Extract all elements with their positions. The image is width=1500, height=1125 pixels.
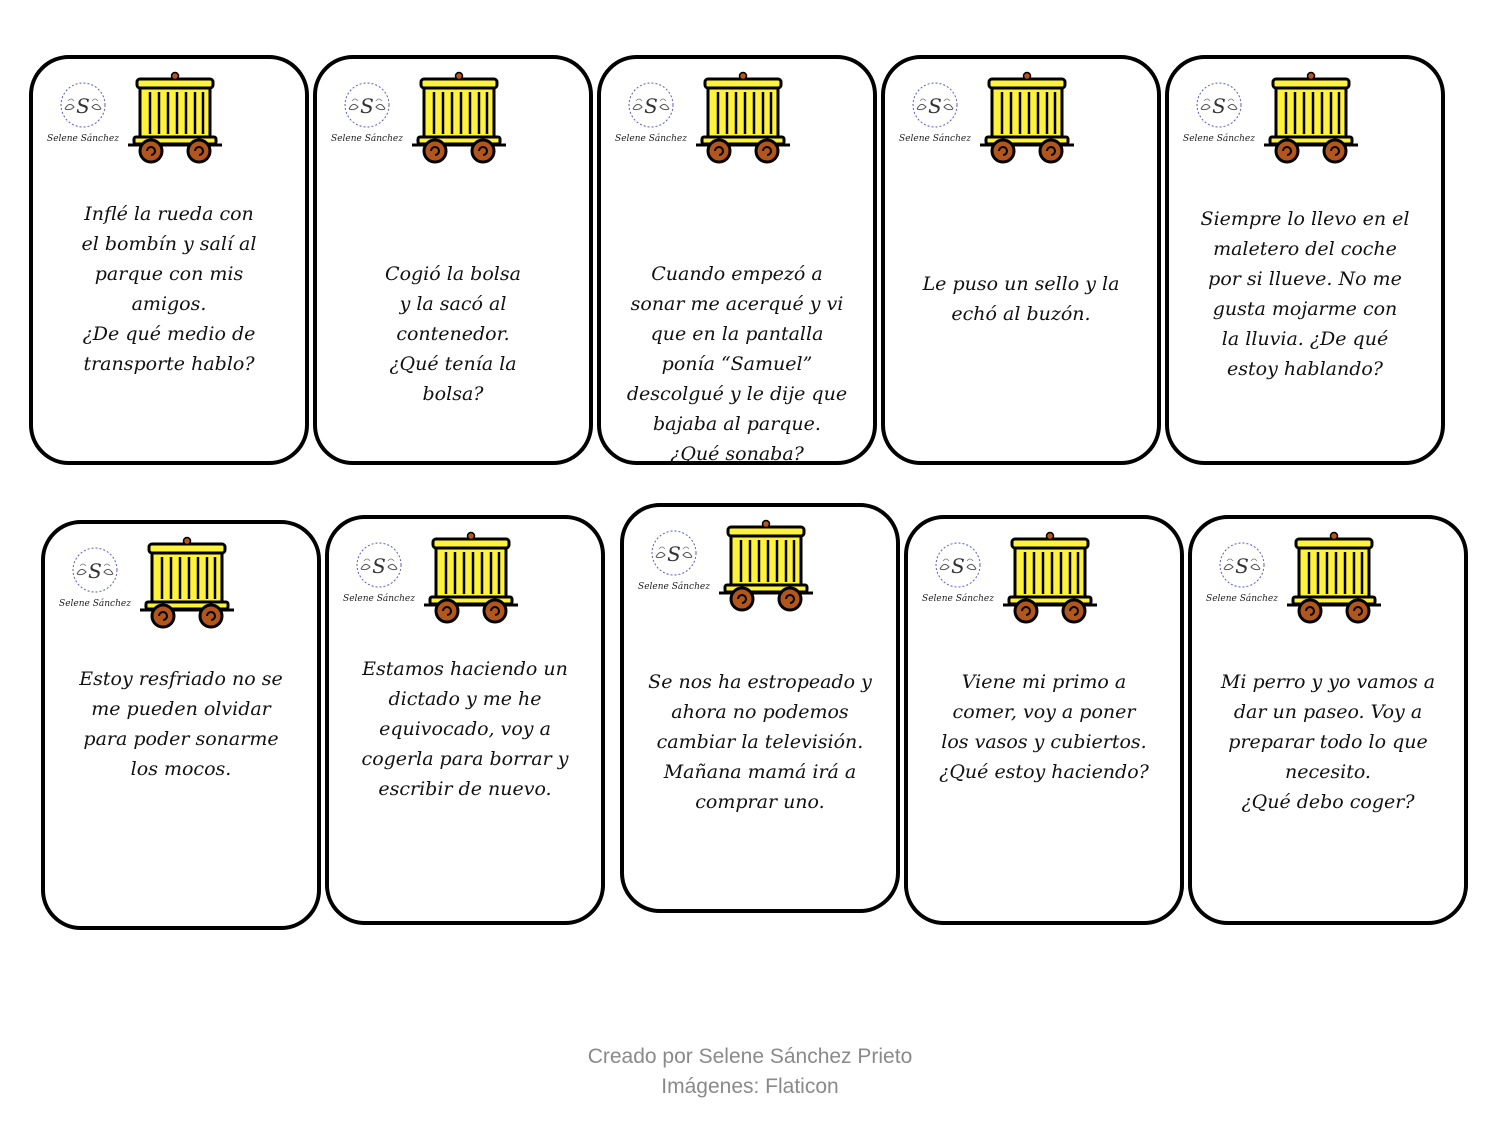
- footer-credits: [0, 1042, 1500, 1102]
- svg-text:Selene Sánchez: Selene Sánchez: [899, 134, 971, 144]
- riddle-card-6: [41, 520, 321, 930]
- riddle-text: Inflé la rueda con el bombín y salí al parque con mis amigos. ¿De qué medio de transporte hablo?: [81, 203, 257, 375]
- yellow-train-wagon-icon: [127, 71, 223, 167]
- riddle-text: Estoy resfriado no se me pueden olvidar para poder sonarme los mocos.: [79, 668, 283, 780]
- svg-text:Selene Sánchez: Selene Sánchez: [1183, 134, 1255, 144]
- yellow-train-wagon-icon: [423, 531, 519, 627]
- svg-text:S: S: [76, 94, 90, 118]
- svg-text:Selene Sánchez: Selene Sánchez: [922, 594, 994, 604]
- footer-credit: Creado por Selene Sánchez Prieto: [587, 1045, 913, 1068]
- selene-sanchez-logo-icon: [59, 546, 131, 616]
- svg-text:S: S: [360, 94, 374, 118]
- svg-text:Selene Sánchez: Selene Sánchez: [343, 594, 415, 604]
- yellow-train-wagon-icon: [1263, 71, 1359, 167]
- svg-text:Selene Sánchez: Selene Sánchez: [638, 582, 710, 592]
- riddle-card-2: [313, 55, 593, 465]
- yellow-train-wagon-icon: [1002, 531, 1098, 627]
- svg-text:S: S: [951, 554, 965, 578]
- selene-sanchez-logo-icon: [47, 81, 119, 151]
- selene-sanchez-logo-icon: [922, 541, 994, 611]
- yellow-train-wagon-icon: [1286, 531, 1382, 627]
- svg-text:S: S: [372, 554, 386, 578]
- svg-text:Selene Sánchez: Selene Sánchez: [59, 599, 131, 609]
- yellow-train-wagon-icon: [979, 71, 1075, 167]
- yellow-train-wagon-icon: [139, 536, 235, 632]
- svg-text:S: S: [667, 542, 681, 566]
- riddle-text: Mi perro y yo vamos a dar un paseo. Voy a preparar todo lo que necesito. ¿Qué debo coger?: [1220, 671, 1436, 813]
- riddle-text: Cogió la bolsa y la sacó al contenedor. ¿Qué tenía la bolsa?: [385, 263, 521, 405]
- svg-text:Selene Sánchez: Selene Sánchez: [615, 134, 687, 144]
- riddle-card-10: [1188, 515, 1468, 925]
- riddle-card-5: [1165, 55, 1445, 465]
- riddle-text: Cuando empezó a sonar me acerqué y vi que en la pantalla ponía “Samuel” descolgué y le dije que bajaba al parque. ¿Qué sonaba?: [626, 263, 848, 465]
- svg-text:S: S: [1212, 94, 1226, 118]
- footer-images: Imágenes: Flaticon: [661, 1075, 839, 1098]
- yellow-train-wagon-icon: [718, 519, 814, 615]
- selene-sanchez-logo-icon: [331, 81, 403, 151]
- selene-sanchez-logo-icon: [615, 81, 687, 151]
- riddle-text: Siempre lo llevo en el maletero del coche por si llueve. No me gusta mojarme con la lluvia. ¿De qué estoy hablando?: [1200, 208, 1410, 380]
- svg-text:S: S: [928, 94, 942, 118]
- svg-text:S: S: [644, 94, 658, 118]
- riddle-text: Viene mi primo a comer, voy a poner los vasos y cubiertos. ¿Qué estoy haciendo?: [939, 671, 1149, 783]
- selene-sanchez-logo-icon: [1206, 541, 1278, 611]
- riddle-card-1: [29, 55, 309, 465]
- selene-sanchez-logo-icon: [899, 81, 971, 151]
- svg-text:Selene Sánchez: Selene Sánchez: [47, 134, 119, 144]
- svg-text:Selene Sánchez: Selene Sánchez: [331, 134, 403, 144]
- riddle-text: Le puso un sello y la echó al buzón.: [922, 273, 1120, 325]
- riddle-card-7: [325, 515, 605, 925]
- svg-text:Selene Sánchez: Selene Sánchez: [1206, 594, 1278, 604]
- riddle-card-8: [620, 503, 900, 913]
- riddle-card-9: [904, 515, 1184, 925]
- selene-sanchez-logo-icon: [343, 541, 415, 611]
- selene-sanchez-logo-icon: [1183, 81, 1255, 151]
- riddle-card-3: [597, 55, 877, 465]
- riddle-text: Se nos ha estropeado y ahora no podemos cambiar la televisión. Mañana mamá irá a comprar uno.: [648, 671, 872, 813]
- selene-sanchez-logo-icon: [638, 529, 710, 599]
- yellow-train-wagon-icon: [411, 71, 507, 167]
- riddle-text: Estamos haciendo un dictado y me he equivocado, voy a cogerla para borrar y escribir de nuevo.: [361, 658, 569, 800]
- svg-text:S: S: [88, 559, 102, 583]
- svg-text:S: S: [1235, 554, 1249, 578]
- riddle-card-4: [881, 55, 1161, 465]
- yellow-train-wagon-icon: [695, 71, 791, 167]
